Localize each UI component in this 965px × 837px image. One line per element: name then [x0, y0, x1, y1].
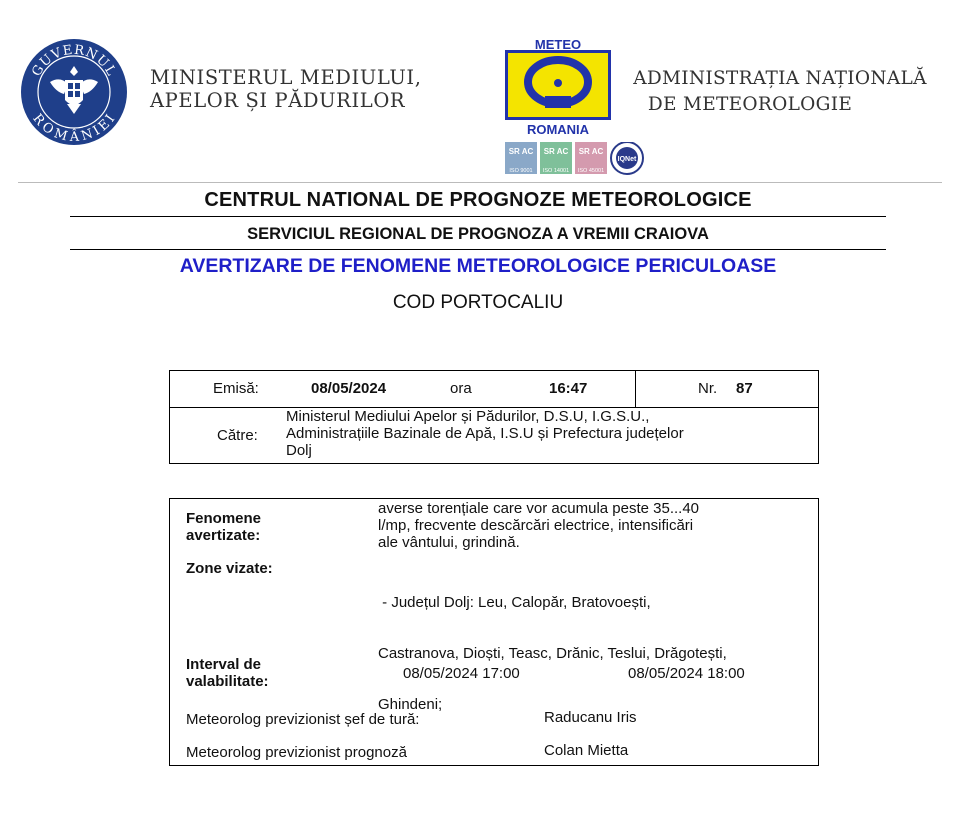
romanian-government-seal-icon — [20, 38, 128, 146]
interval-end: 08/05/2024 18:00 — [628, 665, 745, 682]
interval-label — [186, 656, 269, 690]
cert-badge-iso45001 — [575, 142, 607, 174]
phenomena-description — [378, 500, 818, 551]
interval-label-line1: Interval de — [186, 656, 262, 673]
svg-text:IQNet: IQNet — [617, 156, 637, 163]
recipients-line: Dolj — [286, 442, 312, 459]
fenomene-label — [186, 510, 261, 544]
phenomena-table — [169, 498, 819, 766]
meteo-romania-logo — [505, 38, 611, 138]
svg-text:SR AC: SR AC — [508, 147, 534, 156]
header-divider — [18, 182, 942, 183]
seal-top-text: GUVERNUL — [29, 42, 119, 80]
ministry-name-line1: MINISTERUL MEDIULUI, — [150, 66, 422, 89]
svg-text:SR AC: SR AC — [578, 147, 604, 156]
service-title: SERVICIUL REGIONAL DE PROGNOZA A VREMII CRAIOVA — [247, 225, 709, 243]
cert-badge-iso14001 — [540, 142, 572, 174]
fenomene-label-line2: avertizate: — [186, 527, 261, 544]
cert-badge-iso9001 — [505, 142, 537, 174]
svg-text:ISO 14001: ISO 14001 — [542, 168, 570, 174]
zone-line: Castranova, Dioști, Teasc, Drănic, Teslui, Drăgotești, — [378, 645, 727, 662]
emission-cell-divider — [635, 371, 636, 407]
svg-text:ISO 45001: ISO 45001 — [577, 168, 605, 174]
zone-label: Zone vizate: — [186, 560, 273, 577]
nr-label: Nr. — [698, 380, 718, 397]
emission-table — [169, 370, 819, 464]
shift-meteorologist-label: Meteorolog previzionist șef de tură: — [186, 711, 420, 728]
certification-badges — [505, 142, 655, 176]
recipients-line: Ministerul Mediului Apelor și Pădurilor, D.S.U, I.G.S.U., — [286, 408, 650, 425]
anm-name-line1: ADMINISTRAȚIA NAȚIONALĂ — [633, 68, 927, 89]
anm-name-line2: DE METEOROLOGIE — [647, 94, 853, 115]
emission-row — [170, 371, 818, 408]
phenomena-line: averse torențiale care vor acumula peste 35...40 — [378, 500, 700, 517]
forecast-meteorologist-label: Meteorolog previzionist prognoză — [186, 744, 407, 761]
recipients-line: Administrațiile Bazinale de Apă, I.S.U și Prefectura județelor — [286, 425, 684, 442]
emisa-label: Emisă: — [213, 380, 259, 397]
zone-line: Ghindeni; — [378, 696, 443, 713]
emission-number: 87 — [736, 380, 753, 397]
recipients — [286, 408, 806, 459]
zone-line: - Județul Dolj: Leu, Calopăr, Bratovoești, — [378, 594, 651, 611]
warning-title: AVERTIZARE DE FENOMENE METEOROLOGICE PERICULOASE — [179, 255, 777, 277]
phenomena-line: l/mp, frecvente descărcări electrice, intensificări — [378, 517, 694, 534]
emission-time: 16:47 — [549, 380, 588, 397]
seal-bottom-text: ROMÂNIEI — [29, 111, 119, 145]
phenomena-line: ale vântului, grindină. — [378, 534, 520, 551]
warning-code: COD PORTOCALIU — [392, 292, 564, 313]
fenomene-label-line1: Fenomene — [186, 510, 262, 527]
ora-label: ora — [450, 380, 472, 397]
interval-start: 08/05/2024 17:00 — [403, 665, 520, 682]
meteo-logo-top-text: METEO — [534, 38, 582, 52]
title-divider-2 — [70, 249, 886, 250]
center-title: CENTRUL NATIONAL DE PROGNOZE METEOROLOGICE — [204, 189, 752, 211]
svg-text:ISO 9001: ISO 9001 — [509, 168, 533, 174]
catre-label: Către: — [217, 427, 258, 444]
cert-badge-iqnet — [611, 142, 643, 174]
interval-label-line2: valabilitate: — [186, 673, 269, 690]
ministry-name-line2: APELOR ȘI PĂDURILOR — [150, 89, 406, 112]
forecast-meteorologist-name: Colan Mietta — [544, 742, 629, 759]
svg-text:SR AC: SR AC — [543, 147, 569, 156]
title-divider-1 — [70, 216, 886, 217]
shift-meteorologist-name: Raducanu Iris — [544, 709, 637, 726]
anm-name — [620, 66, 940, 118]
meteo-logo-bottom-text: ROMANIA — [526, 122, 590, 137]
emission-date: 08/05/2024 — [311, 380, 387, 397]
ministry-name — [150, 66, 422, 112]
